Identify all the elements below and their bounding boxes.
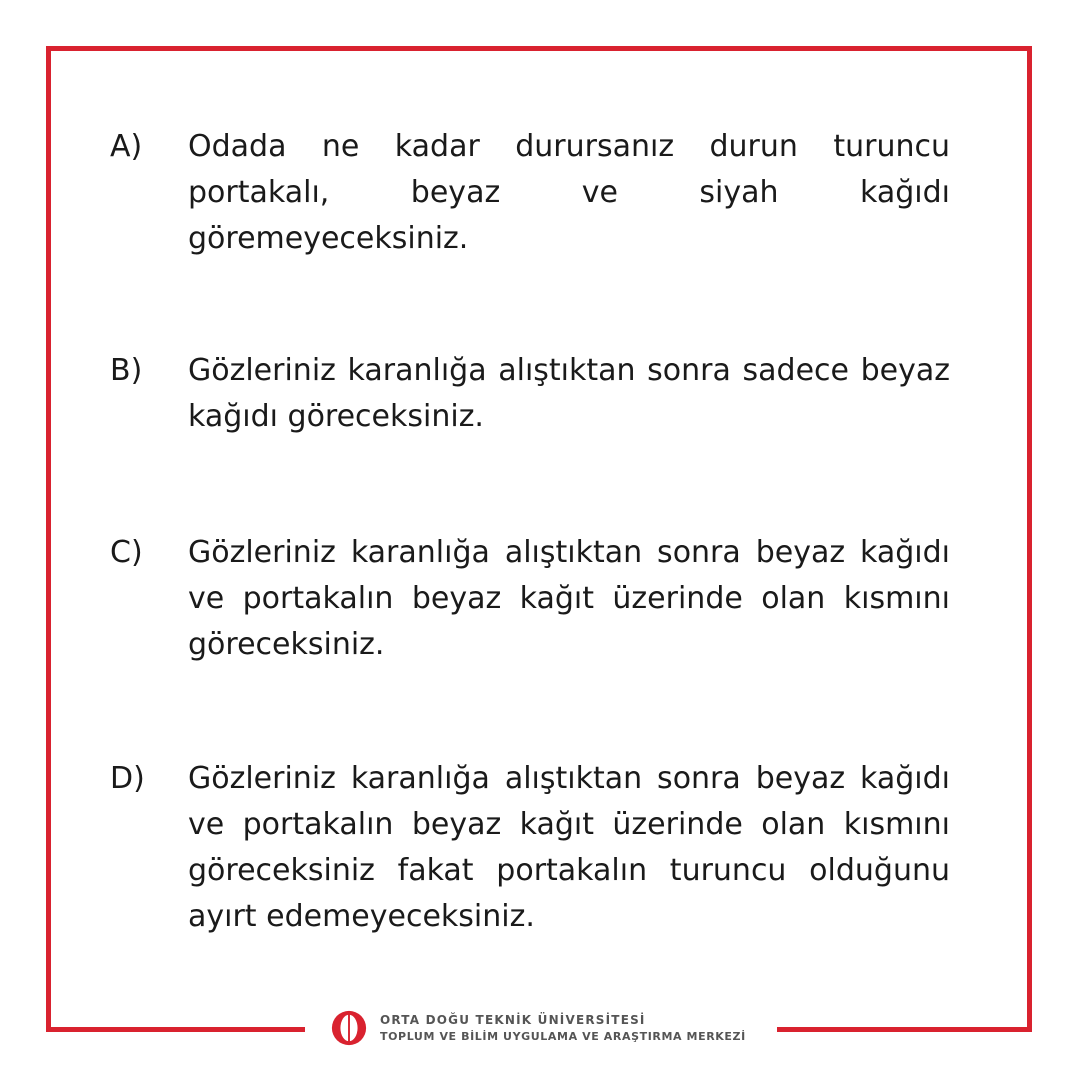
option-a bbox=[110, 124, 950, 262]
odtu-logo-icon bbox=[330, 1009, 368, 1047]
footer bbox=[330, 1008, 746, 1048]
option-letter: A) bbox=[110, 129, 143, 164]
option-letter: D) bbox=[110, 761, 145, 796]
option-text: Gözleriniz karanlığa alıştıktan sonra beyaz kağıdı ve portakalın beyaz kağıt üzerinde olan kısmını göreceksiniz fakat portakalın turuncu olduğunu ayırt edemeyeceksiniz. bbox=[188, 761, 950, 934]
option-b bbox=[110, 348, 950, 440]
option-d bbox=[110, 756, 950, 940]
footer-text bbox=[380, 1012, 746, 1045]
footer-university-name: ORTA DOĞU TEKNİK ÜNİVERSİTESİ bbox=[380, 1012, 646, 1027]
option-c bbox=[110, 530, 950, 668]
option-letter: C) bbox=[110, 535, 143, 570]
option-text: Gözleriniz karanlığa alıştıktan sonra sadece beyaz kağıdı göreceksiniz. bbox=[188, 353, 950, 434]
option-text: Gözleriniz karanlığa alıştıktan sonra beyaz kağıdı ve portakalın beyaz kağıt üzerinde olan kısmını göreceksiniz. bbox=[188, 535, 950, 662]
option-text: Odada ne kadar durursanız durun turuncu portakalı, beyaz ve siyah kağıdı göremeyeceksiniz. bbox=[188, 129, 950, 256]
option-letter: B) bbox=[110, 353, 143, 388]
footer-center-name: TOPLUM VE BİLİM UYGULAMA VE ARAŞTIRMA MERKEZİ bbox=[380, 1029, 746, 1043]
